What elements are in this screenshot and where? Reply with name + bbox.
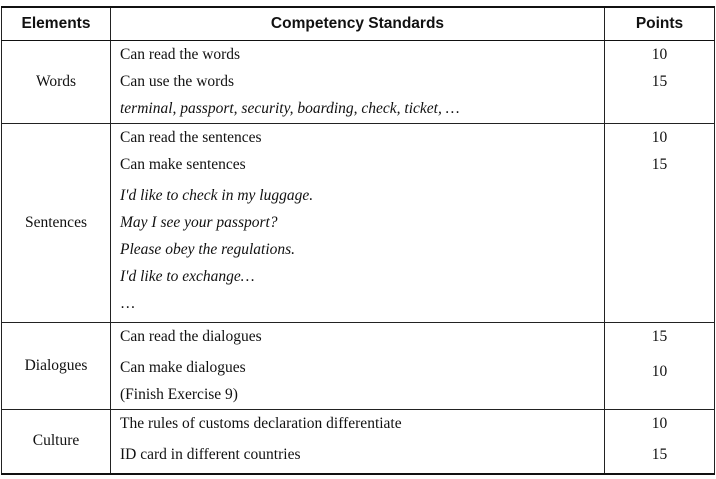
points-value: 15 bbox=[651, 328, 668, 345]
standard-line: Can read the words bbox=[120, 46, 241, 63]
points-culture bbox=[605, 410, 715, 474]
table-row-sentences bbox=[2, 124, 715, 323]
header-standards: Competency Standards bbox=[111, 7, 605, 41]
standard-line: Can read the dialogues bbox=[120, 328, 262, 345]
header-elements: Elements bbox=[2, 7, 111, 41]
standard-example: I'd like to exchange… bbox=[120, 268, 255, 285]
standard-note: (Finish Exercise 9) bbox=[120, 386, 238, 403]
points-words bbox=[605, 41, 715, 124]
standard-example: I'd like to check in my luggage. bbox=[120, 187, 314, 204]
element-words: Words bbox=[2, 41, 111, 124]
header-row bbox=[2, 7, 715, 41]
standards-words bbox=[111, 41, 605, 124]
standard-line: Can make sentences bbox=[120, 156, 246, 173]
standards-sentences bbox=[111, 124, 605, 323]
element-culture: Culture bbox=[2, 410, 111, 474]
element-dialogues: Dialogues bbox=[2, 323, 111, 410]
points-value: 15 bbox=[651, 446, 668, 463]
table-row-words bbox=[2, 41, 715, 124]
points-value: 10 bbox=[651, 363, 668, 380]
table-row-dialogues bbox=[2, 323, 715, 410]
points-value: 15 bbox=[651, 73, 668, 90]
points-value: 15 bbox=[651, 156, 668, 173]
standard-example: terminal, passport, security, boarding, check, ticket, … bbox=[120, 100, 460, 117]
standards-culture bbox=[111, 410, 605, 474]
points-value: 10 bbox=[651, 415, 668, 432]
competency-table bbox=[1, 6, 715, 475]
points-value: 10 bbox=[651, 129, 668, 146]
standard-example: May I see your passport? bbox=[120, 214, 278, 231]
standard-example: … bbox=[120, 295, 136, 312]
header-points: Points bbox=[605, 7, 715, 41]
standard-line: ID card in different countries bbox=[120, 446, 301, 463]
standard-example: Please obey the regulations. bbox=[120, 241, 296, 258]
element-sentences: Sentences bbox=[2, 124, 111, 323]
points-sentences bbox=[605, 124, 715, 323]
standard-line: Can use the words bbox=[120, 73, 235, 90]
table-row-culture bbox=[2, 410, 715, 474]
standard-line: Can read the sentences bbox=[120, 129, 262, 146]
standard-line: The rules of customs declaration differentiate bbox=[120, 415, 402, 432]
standards-dialogues bbox=[111, 323, 605, 410]
standard-line: Can make dialogues bbox=[120, 359, 246, 376]
points-dialogues bbox=[605, 323, 715, 410]
points-value: 10 bbox=[651, 46, 668, 63]
